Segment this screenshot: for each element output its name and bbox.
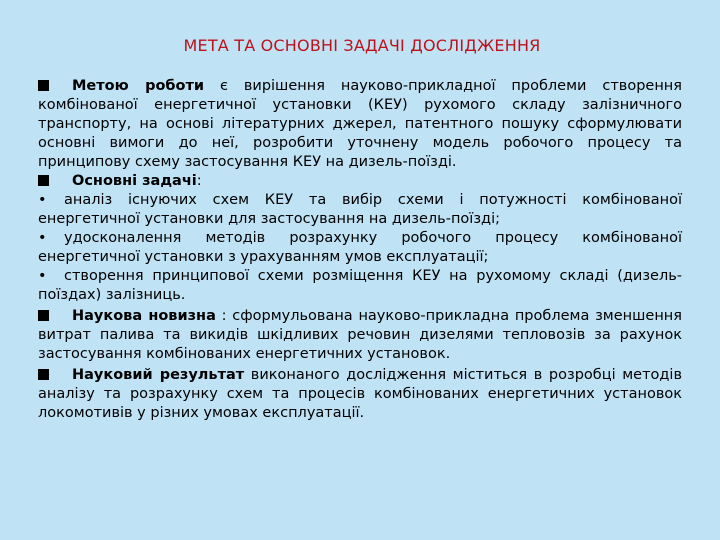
dot-bullet-icon: •: [38, 192, 47, 208]
novelty-label: Наукова новизна: [72, 308, 216, 324]
goal-label: Метою роботи: [72, 78, 205, 94]
tasks-heading: [38, 172, 682, 191]
task-item: [38, 229, 682, 267]
slide-content: [38, 77, 682, 423]
dot-bullet-icon: •: [38, 268, 47, 284]
tasks-label: Основні задачі: [72, 173, 197, 189]
novelty-paragraph: [38, 307, 682, 364]
slide-title: МЕТА ТА ОСНОВНІ ЗАДАЧІ ДОСЛІДЖЕННЯ: [183, 36, 541, 55]
task-text: створення принципової схеми розміщення КЕУ на рухомому складі (дизель-поїздах) залізниць.: [38, 268, 682, 303]
goal-text: є вирішення науково-прикладної проблеми створення комбінованої енергетичної установки (КЕУ) рухомого складу залізничного транспорту, на основі літературних джерел, патентного пошуку сформулювати основні вимоги до неї, розробити уточнену модель робочого процесу та принципову схему застосування КЕУ на дизель-поїзді.: [38, 78, 683, 170]
square-bullet-icon: [38, 175, 49, 186]
task-item: [38, 191, 682, 229]
task-item: [38, 267, 682, 305]
square-bullet-icon: [38, 80, 49, 91]
task-text: удосконалення методів розрахунку робочого процесу комбінованої енергетичної установки з урахуванням умов експлуатації;: [38, 230, 682, 265]
novelty-text: : сформульована науково-прикладна проблема зменшення витрат палива та викидів шкідливих речовин дизелями тепловозів за рахунок застосування комбінованих енергетичних установок.: [38, 308, 682, 362]
square-bullet-icon: [38, 310, 49, 321]
tasks-suffix: :: [196, 173, 202, 189]
square-bullet-icon: [38, 369, 49, 380]
result-text: виконаного дослідження міститься в розробці методів аналізу та розрахунку схем та процесів комбінованих енергетичних установок локомотивів у різних умовах експлуатації.: [38, 367, 682, 421]
dot-bullet-icon: •: [38, 230, 47, 246]
result-paragraph: [38, 366, 682, 423]
task-text: аналіз існуючих схем КЕУ та вибір схеми і потужності комбінованої енергетичної установки для застосування на дизель-поїзді;: [38, 192, 682, 227]
goal-paragraph: [38, 77, 682, 172]
result-label: Науковий результат: [72, 367, 245, 383]
